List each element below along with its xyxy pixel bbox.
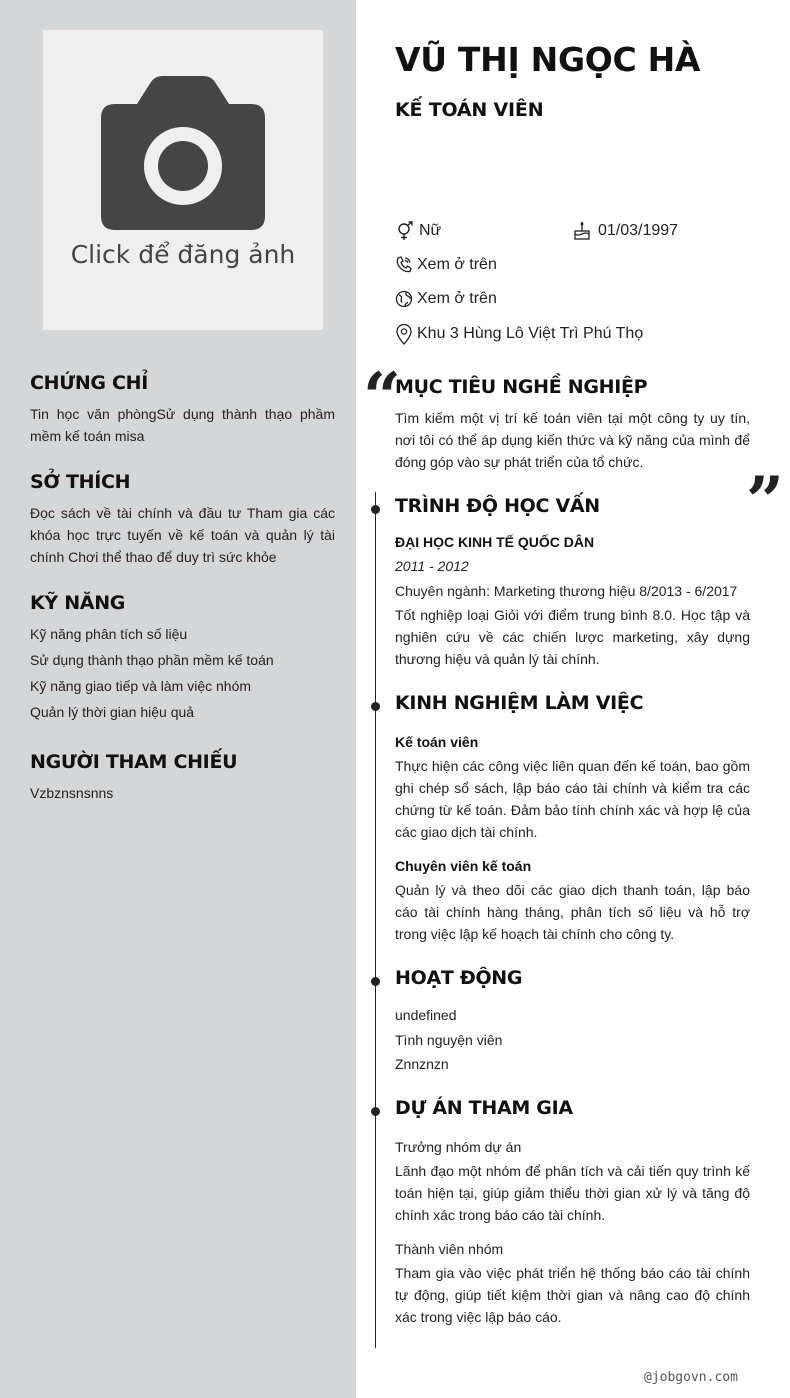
timeline-dot: [371, 505, 380, 514]
photo-upload[interactable]: [43, 30, 323, 330]
education-major: Chuyên ngành: Marketing thương hiệu 8/2013 - 6/2017: [395, 583, 738, 599]
project-text: Tham gia vào việc phát triển hệ thống báo cáo tài chính tự động, giúp tiết kiệm thời gian và nâng cao độ chính xác trong việc lập báo cáo.: [395, 1265, 750, 1325]
phone-icon: [395, 255, 413, 275]
references-title: NGƯỜI THAM CHIẾU: [30, 751, 238, 773]
project-role: Trưởng nhóm dự án: [395, 1139, 522, 1155]
experience-role: Kế toán viên: [395, 734, 479, 750]
education-text: Tốt nghiệp loại Giỏi với điểm trung bình 8.0. Học tập và nghiên cứu về các chiến lược marketing, xây dựng thương hiệu và quản lý tài chính.: [395, 607, 750, 667]
gender-value: Nữ: [419, 222, 442, 239]
activity-item: undefined: [395, 1007, 457, 1023]
timeline-dot: [371, 1107, 380, 1116]
experience-text: Quản lý và theo dõi các giao dịch thanh toán, lập báo cáo tài chính hàng tháng, phân tích số liệu và hỗ trợ trong việc lập kế hoạch tài chính cho công ty.: [395, 882, 750, 942]
education-title: TRÌNH ĐỘ HỌC VẤN: [395, 495, 600, 517]
right-column: [356, 0, 790, 1398]
references-section: [30, 751, 335, 804]
phone-value: Xem ở trên: [417, 256, 497, 273]
skills-section: [30, 592, 335, 725]
education-school: ĐẠI HỌC KINH TẾ QUỐC DÂN: [395, 534, 595, 550]
experience-role: Chuyên viên kế toán: [395, 858, 532, 874]
photo-upload-label: Click để đăng ảnh: [70, 240, 296, 269]
experience-text: Thực hiện các công việc liên quan đến kế toán, bao gồm ghi chép sổ sách, lập báo cáo tài chính và kiểm tra các chứng từ kế toán. Đảm bảo tính chính xác và hợp lệ của các giao dịch tài chính.: [395, 758, 750, 840]
skill-item: Kỹ năng phân tích số liệu: [30, 626, 188, 642]
project-text: Lãnh đạo một nhóm để phân tích và cải tiến quy trình kế toán hiện tại, giúp giảm thiểu thời gian xử lý và tăng độ chính xác trong báo cáo tài chính.: [395, 1163, 750, 1223]
skills-title: KỸ NĂNG: [30, 592, 126, 614]
certificates-section: [30, 372, 335, 447]
job-title: KẾ TOÁN VIÊN: [395, 99, 544, 121]
activity-item: Znnznzn: [395, 1056, 449, 1072]
certificates-title: CHỨNG CHỈ: [30, 372, 149, 394]
hobbies-text: Đọc sách về tài chính và đầu tư Tham gia các khóa học trực tuyến về kế toán và quản lý tài chính Chơi thể thao để duy trì sức khỏe: [30, 505, 335, 565]
project-role: Thành viên nhóm: [395, 1241, 504, 1257]
references-text: Vzbznsnsnns: [30, 785, 114, 801]
activities-title: HOẠT ĐỘNG: [395, 967, 523, 989]
close-quote-icon: ”: [746, 462, 784, 540]
website-info: [395, 289, 497, 309]
candidate-name: VŨ THỊ NGỌC HÀ: [395, 40, 701, 79]
hobbies-section: [30, 471, 335, 568]
address-value: Khu 3 Hùng Lô Việt Trì Phú Thọ: [417, 325, 644, 342]
birthday-info: [573, 221, 678, 241]
globe-icon: [395, 289, 413, 309]
gender-info: [395, 221, 441, 241]
open-quote-icon: “: [363, 358, 401, 436]
phone-info: [395, 255, 497, 275]
address-info: [395, 323, 643, 345]
timeline-dot: [371, 977, 380, 986]
location-pin-icon: [395, 323, 413, 345]
projects-title: DỰ ÁN THAM GIA: [395, 1097, 573, 1119]
certificates-text: Tin học văn phòngSử dụng thành thạo phầm mềm kế toán misa: [30, 406, 335, 444]
camera-icon: [99, 74, 267, 232]
activity-item: Tình nguyện viên: [395, 1032, 503, 1048]
timeline-dot: [371, 702, 380, 711]
cake-icon: [573, 221, 591, 241]
website-value: Xem ở trên: [417, 290, 497, 307]
objective-text: Tìm kiếm một vị trí kế toán viên tại một công ty uy tín, nơi tôi có thể áp dụng kiến thức và kỹ năng của mình để đóng góp vào sự phát triển của tổ chức.: [395, 410, 750, 470]
gender-icon: [395, 221, 415, 241]
skill-item: Quản lý thời gian hiệu quả: [30, 704, 195, 720]
watermark: @jobgovn.com: [644, 1370, 738, 1385]
hobbies-title: SỞ THÍCH: [30, 471, 131, 493]
education-years: 2011 - 2012: [395, 558, 469, 574]
objective-title: MỤC TIÊU NGHỀ NGHIỆP: [395, 376, 648, 398]
timeline-line: [375, 492, 376, 1348]
skill-item: Kỹ năng giao tiếp và làm việc nhóm: [30, 678, 252, 694]
experience-title: KINH NGHIỆM LÀM VIỆC: [395, 692, 644, 714]
skill-item: Sử dụng thành thạo phần mềm kế toán: [30, 652, 274, 668]
left-column: [0, 0, 356, 1398]
birthday-value: 01/03/1997: [598, 222, 679, 239]
